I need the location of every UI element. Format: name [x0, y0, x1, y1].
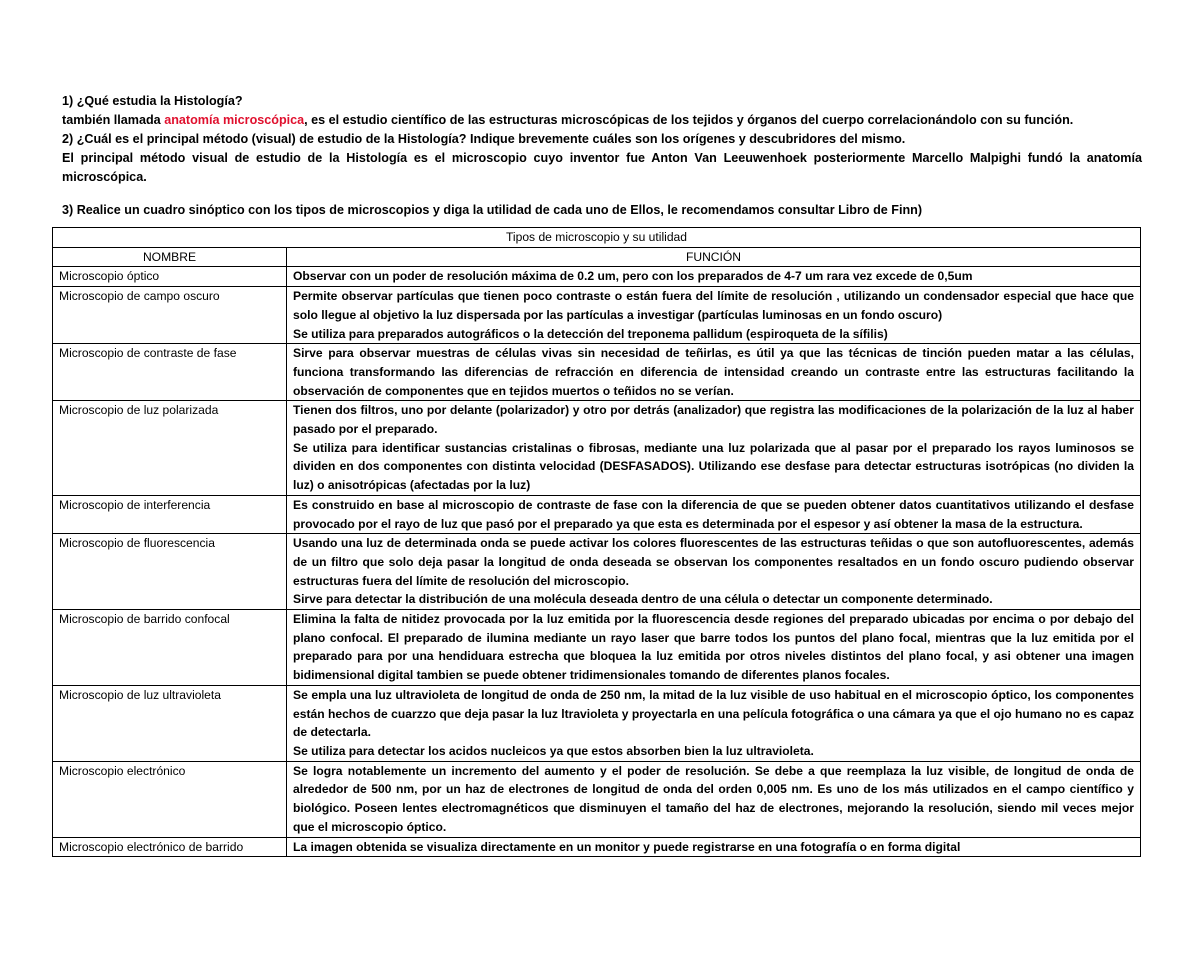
- microscope-table: [52, 227, 1141, 857]
- microscope-name: Microscopio de campo oscuro: [53, 287, 287, 344]
- question-2: 2) ¿Cuál es el principal método (visual) de estudio de la Histología? Indique brevemente cuáles son los orígenes y descubridores del mismo.: [62, 132, 906, 146]
- microscope-function: [287, 610, 1141, 686]
- answer-1-post: , es el estudio científico de las estructuras microscópicas de los tejidos y órganos del cuerpo correlacionándolo con su función.: [304, 113, 1074, 127]
- table-row: [53, 761, 1141, 837]
- table-row: [53, 287, 1141, 344]
- function-paragraph: Es construido en base al microscopio de contraste de fase con la diferencia de que se pueden obtener datos cuantitativos utilizando el desfase provocado por el rayo de luz que pasó por el preparado ya que esta es determinada por el espesor y así obtener la masa de la estructura.: [293, 497, 1134, 531]
- microscope-function: [287, 401, 1141, 496]
- microscope-function: [287, 837, 1141, 857]
- microscope-function: [287, 534, 1141, 610]
- table-row: [53, 267, 1141, 287]
- microscope-function: [287, 287, 1141, 344]
- function-paragraph: Sirve para detectar la distribución de una molécula deseada dentro de una célula o detectar un componente determinado.: [293, 592, 993, 607]
- table-row: [53, 344, 1141, 401]
- table-row: [53, 401, 1141, 496]
- function-paragraph: Se utiliza para identificar sustancias cristalinas o fibrosas, mediante una luz polarizada que al pasar por el preparado los rayos luminosos se dividen en dos componentes con distinta velocidad (DESFASADOS). Utilizando ese desfase para detectar estructuras isotrópicas (no dividen la luz) o anisotrópicas (afectadas por la luz): [293, 440, 1134, 493]
- function-paragraph: Elimina la falta de nitidez provocada por la luz emitida por la fluorescencia desde regiones del preparado ubicadas por encima o por debajo del plano confocal. El preparado de ilumina mediante un rayo laser que barre todos los puntos del plano focal, mientras que la luz emitida por el preparado para por una hendiduara estrecha que bloquea la luz emitida por otros niveles distintos del plano focal, y asi obtener una imagen bidimensional digital tambien se puede obtener tridimensionales tomando de diferentes planos focales.: [293, 612, 1134, 683]
- function-paragraph: Permite observar partículas que tienen poco contraste o están fuera del límite de resolución , utilizando un condensador especial que hace que solo llegue al objetivo la luz dispersada por las partículas a investigar (partículas luminosas en un fondo oscuro): [293, 289, 1134, 322]
- function-paragraph: Se utiliza para detectar los acidos nucleicos ya que estos absorben bien la luz ultravioleta.: [293, 743, 814, 758]
- table-row: [53, 837, 1141, 857]
- function-paragraph: Sirve para observar muestras de células vivas sin necesidad de teñirlas, es útil ya que las técnicas de tinción pueden matar a las células, funciona transformando las diferencias de refracción en diferencia de intensidad creando un contraste entre las estructuras facilitando la observación de componentes que en tejidos muertos o teñidos no se verían.: [293, 346, 1134, 398]
- table-row: [53, 685, 1141, 761]
- microscope-function: [287, 495, 1141, 533]
- function-paragraph: Observar con un poder de resolución máxima de 0.2 um, pero con los preparados de 4-7 um rara vez excede de 0,5um: [293, 269, 973, 284]
- microscope-function: [287, 267, 1141, 287]
- function-paragraph: Se empla una luz ultravioleta de longitud de onda de 250 nm, la mitad de la luz visible de uso habitual en el microscopio óptico, los componentes están hechos de cuarzzo que deja pasar la luz ltravioleta y proyectarla en una película fotográfica o una cámara ya que el ojo humano no es capaz de detectarla.: [293, 687, 1134, 740]
- column-header-name: NOMBRE: [53, 247, 287, 267]
- function-paragraph: La imagen obtenida se visualiza directamente en un monitor y puede registrarse en una fotografía o en forma digital: [293, 839, 961, 854]
- question-1: 1) ¿Qué estudia la Histología?: [62, 94, 243, 108]
- microscope-name: Microscopio de barrido confocal: [53, 610, 287, 686]
- microscope-function: [287, 685, 1141, 761]
- table-row: [53, 610, 1141, 686]
- document-body: [62, 92, 1142, 220]
- function-paragraph: Se logra notablemente un incremento del aumento y el poder de resolución. Se debe a que reemplaza la luz visible, de longitud de onda de alrededor de 500 nm, por un haz de electrones de longitud de onda del orden 0,005 nm. Es uno de los más utilizados en el campo científico y biológico. Poseen lentes electromagnéticos que disminuyen el tamaño del haz de electrones, mejorando la resolución, siendo mil veces mejor que el microscopio óptico.: [293, 763, 1134, 834]
- function-paragraph: Se utiliza para preparados autográficos o la detección del treponema pallidum (espiroqueta de la sífilis): [293, 326, 888, 341]
- column-header-function: FUNCIÓN: [287, 247, 1141, 267]
- microscope-name: Microscopio de luz ultravioleta: [53, 685, 287, 761]
- function-paragraph: Tienen dos filtros, uno por delante (polarizador) y otro por detrás (analizador) que registra las modificaciones de la polarización de la luz al haber pasado por el preparado.: [293, 403, 1134, 437]
- table-title: Tipos de microscopio y su utilidad: [53, 228, 1141, 248]
- microscope-function: [287, 761, 1141, 837]
- answer-1: [62, 111, 1142, 130]
- microscope-name: Microscopio de luz polarizada: [53, 401, 287, 496]
- answer-1-pre: también llamada: [62, 113, 165, 127]
- question-3: 3) Realice un cuadro sinóptico con los tipos de microscopios y diga la utilidad de cada uno de Ellos, le recomendamos consultar Libro de Finn): [62, 203, 923, 217]
- answer-2: El principal método visual de estudio de la Histología es el microscopio cuyo inventor fue Anton Van Leeuwenhoek posteriormente Marcello Malpighi fundó la anatomía microscópica.: [62, 151, 1142, 184]
- microscope-function: [287, 344, 1141, 401]
- microscope-name: Microscopio óptico: [53, 267, 287, 287]
- table-row: [53, 534, 1141, 610]
- table-row: [53, 495, 1141, 533]
- microscope-name: Microscopio electrónico: [53, 761, 287, 837]
- microscope-name: Microscopio de interferencia: [53, 495, 287, 533]
- microscope-name: Microscopio de fluorescencia: [53, 534, 287, 610]
- microscope-name: Microscopio de contraste de fase: [53, 344, 287, 401]
- microscope-name: Microscopio electrónico de barrido: [53, 837, 287, 857]
- table-body: [53, 267, 1141, 857]
- function-paragraph: Usando una luz de determinada onda se puede activar los colores fluorescentes de las estructuras teñidas o que son autofluorescentes, además de un filtro que solo deja pasar la longitud de onda deseada se observan los componentes resaltados en un fondo oscuro pudiendo observar estructuras fuera del límite de resolución del microscopio.: [293, 536, 1134, 588]
- answer-1-highlight: anatomía microscópica: [164, 113, 305, 127]
